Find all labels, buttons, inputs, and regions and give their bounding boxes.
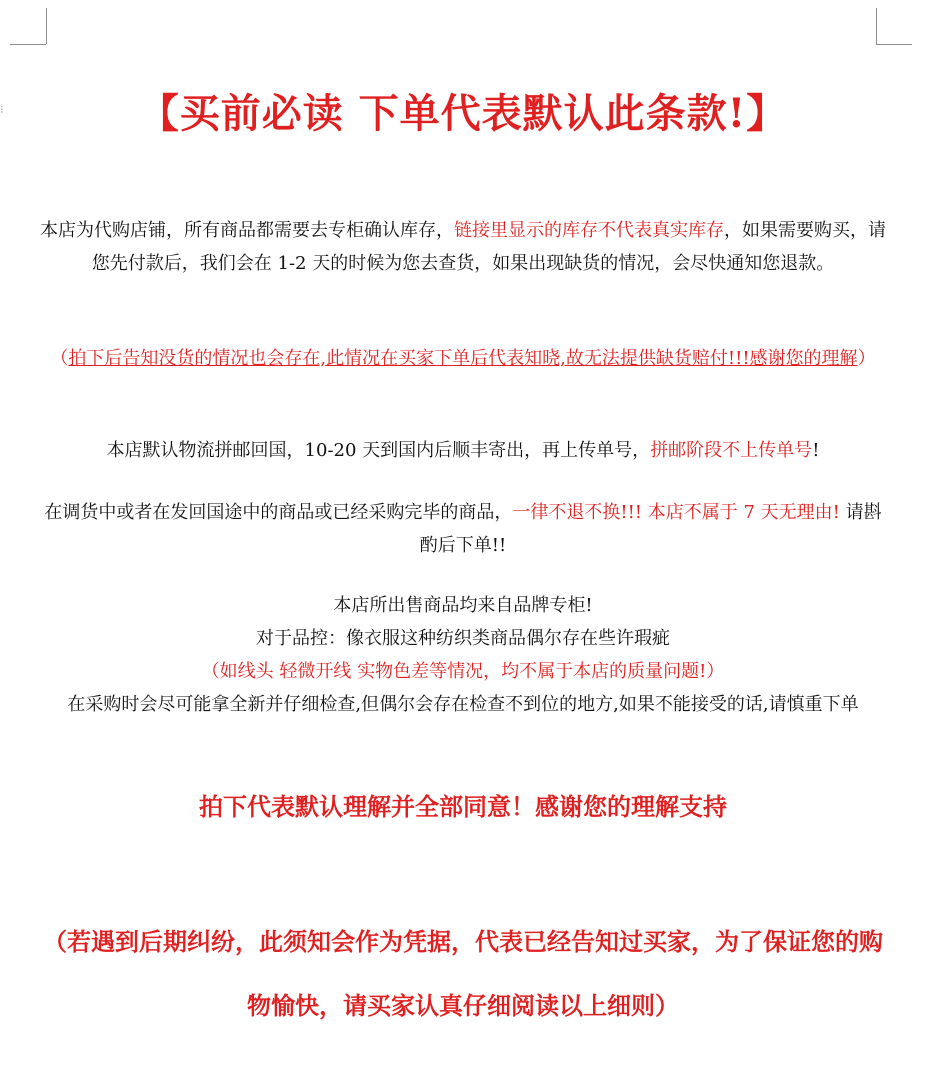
paren-close: ）	[857, 348, 876, 369]
paragraph-quality-control	[40, 589, 886, 721]
no-return-text-a: 在调货中或者在发回国途中的商品或已经采购完毕的商品，	[44, 502, 513, 523]
crop-mark-top-right-horizontal	[876, 44, 912, 45]
no-return-text-c: 请斟酌后下单!!	[419, 502, 882, 556]
paren-open: （	[50, 348, 69, 369]
quality-line-3: （如线头 轻微开线 实物色差等情况，均不属于本店的质量问题!）	[201, 661, 725, 682]
shipping-text-a: 本店默认物流拼邮回国，10-20 天到国内后顺丰寄出，再上传单号，	[106, 440, 651, 461]
stock-notice-highlight: 链接里显示的库存不代表真实库存	[454, 220, 724, 241]
stock-notice-text-c: ，如果需要购买，请您先付款后，我们会在 1-2 天的时候为您去查货，如果出现缺货的情况，会尽快通知您退款。	[91, 220, 886, 274]
shipping-text-c: !	[812, 440, 820, 461]
quality-line-2: 对于品控：像衣服这种纺织类商品偶尔存在些许瑕疵	[256, 628, 670, 649]
paragraph-stock-notice	[40, 214, 886, 280]
crop-mark-top-left-vertical	[46, 8, 47, 44]
paragraph-shipping	[40, 434, 886, 467]
no-return-highlight: 一律不退不换!!! 本店不属于 7 天无理由!	[512, 502, 840, 523]
stock-notice-text-a: 本店为代购店铺，所有商品都需要去专柜确认库存，	[40, 220, 454, 241]
shipping-highlight: 拼邮阶段不上传单号	[650, 440, 813, 461]
paragraph-no-return	[40, 496, 886, 562]
page-title: 【买前必读 下单代表默认此条款!】	[138, 90, 788, 137]
no-stock-compensation-text: 拍下后告知没货的情况也会存在,此情况在买家下单后代表知晓,故无法提供缺货赔付!!!感谢您的理解	[68, 348, 858, 369]
quality-line-4: 在采购时会尽可能拿全新并仔细检查,但偶尔会存在检查不到位的地方,如果不能接受的话,请慎重下单	[67, 694, 859, 715]
paragraph-no-stock-compensation	[40, 342, 886, 375]
quality-line-1: 本店所出售商品均来自品牌专柜!	[333, 595, 593, 616]
crop-mark-top-right-vertical	[876, 8, 877, 44]
paragraph-margin-marker: ⁝	[0, 103, 4, 116]
agreement-statement: 拍下代表默认理解并全部同意！感谢您的理解支持	[199, 792, 727, 821]
crop-mark-top-left-horizontal	[10, 44, 46, 45]
dispute-notice: （若遇到后期纠纷，此须知会作为凭据，代表已经告知过买家，为了保证您的购物愉快，请买家认真仔细阅读以上细则）	[43, 927, 883, 1020]
